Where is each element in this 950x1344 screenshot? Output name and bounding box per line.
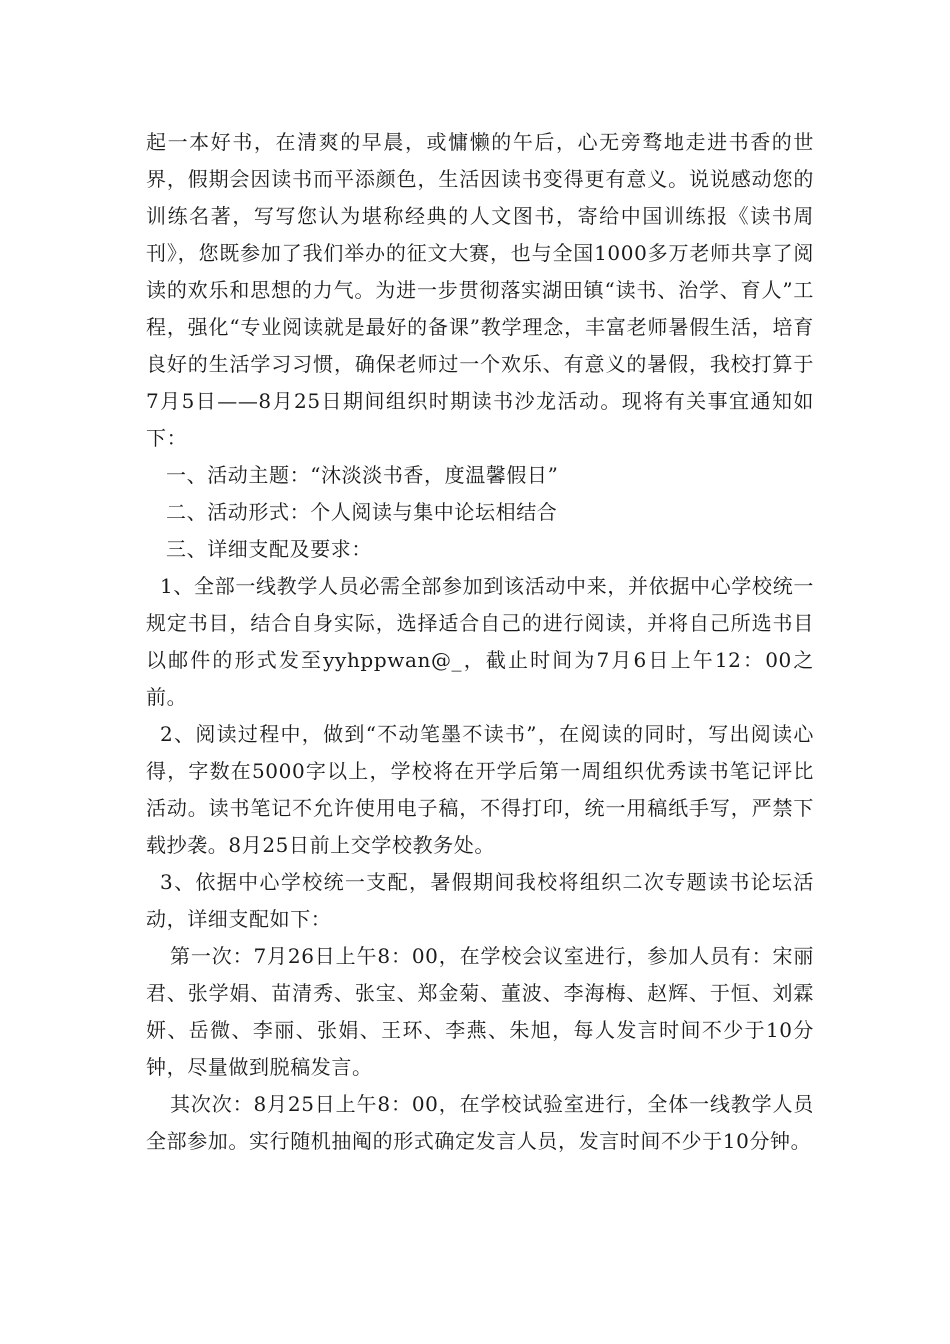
intro-paragraph: 起一本好书，在清爽的早晨，或慵懒的午后，心无旁骛地走进书香的世界，假期会因读书而平添颜色，生活因读书变得更有意义。说说感动您的训练名著，写写您认为堪称经典的人文图书，寄给中国训练报《读书周刊》，您既参加了我们举办的征文大赛，也与全国1000多万老师共享了阅读的欢乐和思想的力气。为进一步贯彻落实湖田镇“读书、治学、育人”工程，强化“专业阅读就是最好的备课”教学理念，丰富老师暑假生活，培育良好的生活学习习惯，确保老师过一个欢乐、有意义的暑假，我校打算于7月5日——8月25日期间组织时期读书沙龙活动。现将有关事宜通知如下： xyxy=(146,130,814,450)
requirement-3: 3、依据中心学校统一支配，暑假期间我校将组织二次专题读书论坛活动，详细支配如下： xyxy=(146,870,814,931)
arrangement-heading: 三、详细支配及要求： xyxy=(166,537,372,561)
requirement-1: 1、全部一线教学人员必需全部参加到该活动中来，并依据中心学校统一规定书目，结合自身实际，选择适合自己的进行阅读，并将自己所选书目以邮件的形式发至yyhppwan@_，截止时间为7月6日上午12：00之前。 xyxy=(146,574,814,709)
document-body xyxy=(146,124,814,1160)
requirement-2: 2、阅读过程中，做到“不动笔墨不读书”，在阅读的同时，写出阅读心得，字数在5000字以上，学校将在开学后第一周组织优秀读书笔记评比活动。读书笔记不允许使用电子稿，不得打印，统一用稿纸手写，严禁下载抄袭。8月25日前上交学校教务处。 xyxy=(146,722,814,857)
activity-format: 二、活动形式：个人阅读与集中论坛相结合 xyxy=(166,500,558,524)
activity-theme: 一、活动主题：“沐淡淡书香，度温馨假日” xyxy=(166,463,559,487)
forum-session-2: 其次次：8月25日上午8：00，在学校试验室进行，全体一线教学人员全部参加。实行随机抽阄的形式确定发言人员，发言时间不少于10分钟。 xyxy=(146,1092,814,1153)
forum-session-1: 第一次：7月26日上午8：00，在学校会议室进行，参加人员有：宋丽君、张学娟、苗清秀、张宝、郑金菊、董波、李海梅、赵辉、于恒、刘霖妍、岳微、李丽、张娟、王环、李燕、朱旭，每人发言时间不少于10分钟，尽量做到脱稿发言。 xyxy=(146,944,814,1079)
